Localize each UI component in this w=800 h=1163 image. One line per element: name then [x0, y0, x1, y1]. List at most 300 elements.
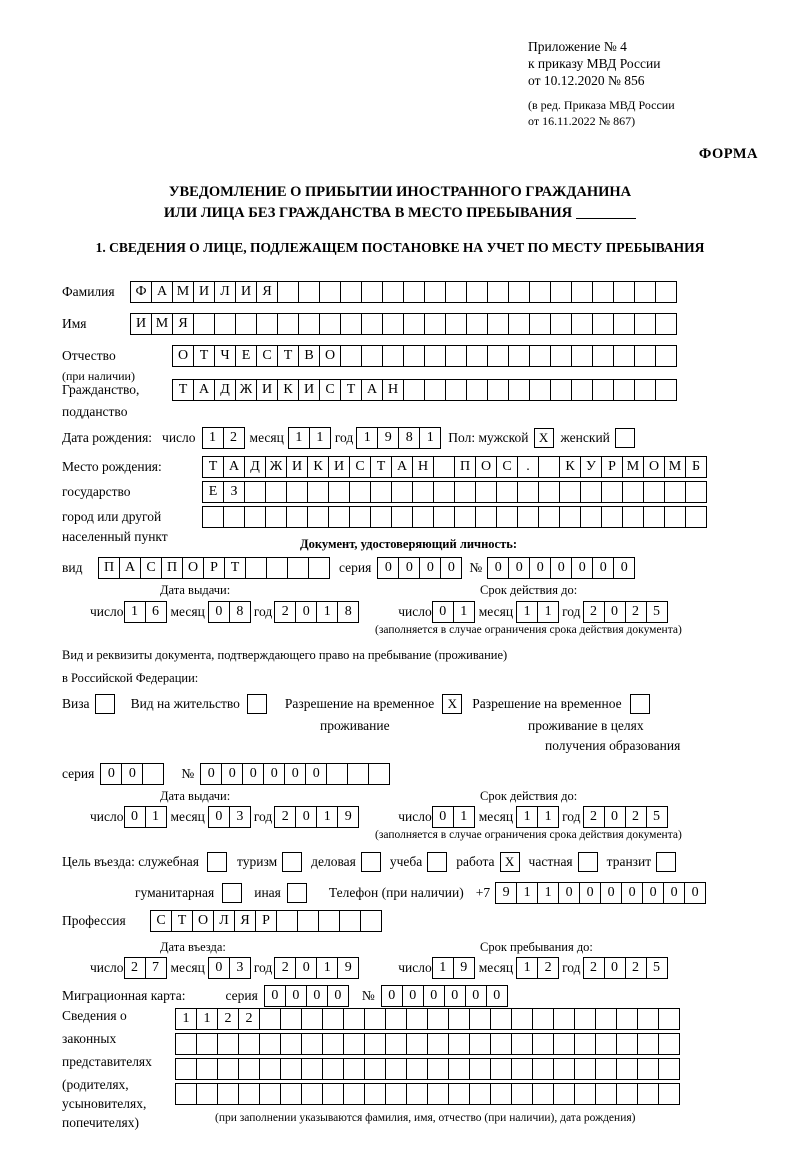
form-cell[interactable]: 1: [196, 1008, 218, 1030]
form-cell[interactable]: [487, 345, 509, 367]
form-cell[interactable]: 5: [646, 806, 668, 828]
form-cell[interactable]: Е: [202, 481, 224, 503]
form-cell[interactable]: С: [349, 456, 371, 478]
form-cell[interactable]: [664, 481, 686, 503]
form-cell[interactable]: 0: [432, 601, 454, 623]
form-cell[interactable]: [529, 281, 551, 303]
form-cell[interactable]: [301, 1008, 323, 1030]
form-cell[interactable]: М: [151, 313, 173, 335]
form-cell[interactable]: [529, 379, 551, 401]
form-cell[interactable]: [319, 313, 341, 335]
form-cell[interactable]: [622, 481, 644, 503]
form-cell[interactable]: 9: [453, 957, 475, 979]
form-cell[interactable]: Т: [172, 379, 194, 401]
form-cell[interactable]: 1: [432, 957, 454, 979]
doc-valid-day-cells[interactable]: [432, 601, 474, 623]
citizenship-cells[interactable]: [172, 379, 676, 401]
form-cell[interactable]: [238, 1083, 260, 1105]
form-cell[interactable]: 0: [508, 557, 530, 579]
form-cell[interactable]: [529, 345, 551, 367]
form-cell[interactable]: [322, 1083, 344, 1105]
form-cell[interactable]: Ж: [265, 456, 287, 478]
form-cell[interactable]: [196, 1083, 218, 1105]
form-cell[interactable]: 0: [423, 985, 445, 1007]
form-cell[interactable]: [448, 1033, 470, 1055]
form-cell[interactable]: [245, 557, 267, 579]
form-cell[interactable]: [339, 910, 361, 932]
form-cell[interactable]: 0: [295, 957, 317, 979]
form-cell[interactable]: З: [223, 481, 245, 503]
form-cell[interactable]: О: [319, 345, 341, 367]
form-cell[interactable]: Т: [202, 456, 224, 478]
form-cell[interactable]: 3: [229, 806, 251, 828]
form-cell[interactable]: [244, 506, 266, 528]
form-cell[interactable]: [340, 313, 362, 335]
form-cell[interactable]: Т: [171, 910, 193, 932]
form-cell[interactable]: 1: [124, 601, 146, 623]
form-cell[interactable]: [538, 506, 560, 528]
form-cell[interactable]: [445, 281, 467, 303]
form-cell[interactable]: 0: [121, 763, 143, 785]
form-cell[interactable]: П: [454, 456, 476, 478]
form-cell[interactable]: [427, 1058, 449, 1080]
form-cell[interactable]: И: [193, 281, 215, 303]
legal-row-4-cells[interactable]: [175, 1083, 679, 1105]
form-cell[interactable]: 0: [571, 557, 593, 579]
form-cell[interactable]: О: [192, 910, 214, 932]
form-cell[interactable]: [343, 1058, 365, 1080]
form-cell[interactable]: [658, 1008, 680, 1030]
form-cell[interactable]: [364, 1033, 386, 1055]
form-cell[interactable]: 1: [453, 806, 475, 828]
permit-valid-year-cells[interactable]: [583, 806, 667, 828]
form-cell[interactable]: [297, 910, 319, 932]
stay-day-cells[interactable]: [432, 957, 474, 979]
form-cell[interactable]: 2: [217, 1008, 239, 1030]
doc-valid-month-cells[interactable]: [516, 601, 558, 623]
form-cell[interactable]: И: [328, 456, 350, 478]
form-cell[interactable]: 2: [625, 957, 647, 979]
form-cell[interactable]: [613, 379, 635, 401]
form-cell[interactable]: [643, 506, 665, 528]
form-cell[interactable]: Е: [235, 345, 257, 367]
form-cell[interactable]: [571, 345, 593, 367]
form-cell[interactable]: А: [119, 557, 141, 579]
form-cell[interactable]: 0: [621, 882, 643, 904]
form-cell[interactable]: [406, 1083, 428, 1105]
form-cell[interactable]: 2: [238, 1008, 260, 1030]
form-cell[interactable]: [385, 1033, 407, 1055]
form-cell[interactable]: [445, 313, 467, 335]
form-cell[interactable]: [571, 281, 593, 303]
form-cell[interactable]: Л: [214, 281, 236, 303]
form-cell[interactable]: 0: [285, 985, 307, 1007]
purpose-work-checkbox[interactable]: X: [500, 852, 520, 872]
form-cell[interactable]: [298, 313, 320, 335]
purpose-humanitarian-checkbox[interactable]: [222, 883, 242, 903]
form-cell[interactable]: [487, 379, 509, 401]
form-cell[interactable]: [571, 379, 593, 401]
patronymic-cells[interactable]: [172, 345, 676, 367]
form-cell[interactable]: [193, 313, 215, 335]
form-cell[interactable]: [454, 481, 476, 503]
form-cell[interactable]: [658, 1083, 680, 1105]
form-cell[interactable]: [343, 1008, 365, 1030]
form-cell[interactable]: [517, 481, 539, 503]
form-cell[interactable]: [364, 1008, 386, 1030]
form-cell[interactable]: [511, 1008, 533, 1030]
form-cell[interactable]: 0: [208, 601, 230, 623]
form-cell[interactable]: 0: [613, 557, 635, 579]
form-cell[interactable]: [658, 1058, 680, 1080]
edu-residence-checkbox[interactable]: [630, 694, 650, 714]
form-cell[interactable]: [326, 763, 348, 785]
form-cell[interactable]: [616, 1058, 638, 1080]
form-cell[interactable]: [175, 1083, 197, 1105]
form-cell[interactable]: Я: [256, 281, 278, 303]
form-cell[interactable]: [445, 345, 467, 367]
form-cell[interactable]: 0: [295, 601, 317, 623]
form-cell[interactable]: [347, 763, 369, 785]
form-cell[interactable]: [382, 313, 404, 335]
form-cell[interactable]: А: [223, 456, 245, 478]
form-cell[interactable]: 1: [145, 806, 167, 828]
form-cell[interactable]: П: [98, 557, 120, 579]
form-cell[interactable]: 0: [663, 882, 685, 904]
form-cell[interactable]: [592, 345, 614, 367]
form-cell[interactable]: [433, 456, 455, 478]
form-cell[interactable]: [580, 506, 602, 528]
form-cell[interactable]: 0: [305, 763, 327, 785]
form-cell[interactable]: П: [161, 557, 183, 579]
form-cell[interactable]: К: [307, 456, 329, 478]
entry-day-cells[interactable]: [124, 957, 166, 979]
form-cell[interactable]: [532, 1083, 554, 1105]
form-cell[interactable]: [487, 313, 509, 335]
form-cell[interactable]: 1: [316, 806, 338, 828]
form-cell[interactable]: Р: [255, 910, 277, 932]
form-cell[interactable]: [175, 1058, 197, 1080]
form-cell[interactable]: [469, 1058, 491, 1080]
phone-cells[interactable]: [495, 882, 705, 904]
stay-year-cells[interactable]: [583, 957, 667, 979]
form-cell[interactable]: [592, 379, 614, 401]
form-cell[interactable]: Я: [234, 910, 256, 932]
form-cell[interactable]: [613, 345, 635, 367]
form-cell[interactable]: 0: [444, 985, 466, 1007]
form-cell[interactable]: [508, 313, 530, 335]
form-cell[interactable]: [412, 481, 434, 503]
form-cell[interactable]: 1: [309, 427, 331, 449]
form-cell[interactable]: [217, 1083, 239, 1105]
form-cell[interactable]: [445, 379, 467, 401]
form-cell[interactable]: [360, 910, 382, 932]
form-cell[interactable]: [448, 1058, 470, 1080]
form-cell[interactable]: [391, 481, 413, 503]
form-cell[interactable]: [595, 1058, 617, 1080]
form-cell[interactable]: [448, 1083, 470, 1105]
form-cell[interactable]: [550, 313, 572, 335]
form-cell[interactable]: Р: [601, 456, 623, 478]
purpose-other-checkbox[interactable]: [287, 883, 307, 903]
form-cell[interactable]: [322, 1008, 344, 1030]
doc-series-cells[interactable]: [377, 557, 461, 579]
form-cell[interactable]: 2: [625, 601, 647, 623]
form-cell[interactable]: [259, 1033, 281, 1055]
form-cell[interactable]: [433, 481, 455, 503]
form-cell[interactable]: 1: [288, 427, 310, 449]
doc-number-cells[interactable]: [487, 557, 634, 579]
form-cell[interactable]: Л: [213, 910, 235, 932]
form-cell[interactable]: [406, 1033, 428, 1055]
form-cell[interactable]: 1: [356, 427, 378, 449]
form-cell[interactable]: [550, 281, 572, 303]
form-cell[interactable]: [259, 1058, 281, 1080]
form-cell[interactable]: [406, 1008, 428, 1030]
form-cell[interactable]: 6: [145, 601, 167, 623]
form-cell[interactable]: К: [277, 379, 299, 401]
form-cell[interactable]: 5: [646, 601, 668, 623]
form-cell[interactable]: 5: [646, 957, 668, 979]
form-cell[interactable]: [553, 1008, 575, 1030]
form-cell[interactable]: [391, 506, 413, 528]
form-cell[interactable]: 8: [398, 427, 420, 449]
form-cell[interactable]: [466, 313, 488, 335]
form-cell[interactable]: [637, 1033, 659, 1055]
form-cell[interactable]: Р: [203, 557, 225, 579]
form-cell[interactable]: [265, 506, 287, 528]
form-cell[interactable]: [259, 1083, 281, 1105]
form-cell[interactable]: [511, 1033, 533, 1055]
form-cell[interactable]: [601, 481, 623, 503]
form-cell[interactable]: [592, 313, 614, 335]
form-cell[interactable]: 2: [625, 806, 647, 828]
form-cell[interactable]: [550, 345, 572, 367]
form-cell[interactable]: 9: [337, 957, 359, 979]
form-cell[interactable]: [634, 313, 656, 335]
form-cell[interactable]: 0: [242, 763, 264, 785]
form-cell[interactable]: О: [475, 456, 497, 478]
form-cell[interactable]: [643, 481, 665, 503]
form-cell[interactable]: [217, 1058, 239, 1080]
form-cell[interactable]: [427, 1033, 449, 1055]
form-cell[interactable]: [427, 1008, 449, 1030]
form-cell[interactable]: [538, 481, 560, 503]
form-cell[interactable]: [361, 313, 383, 335]
form-cell[interactable]: [466, 379, 488, 401]
form-cell[interactable]: 1: [316, 601, 338, 623]
form-cell[interactable]: 2: [124, 957, 146, 979]
form-cell[interactable]: [634, 345, 656, 367]
form-cell[interactable]: [490, 1083, 512, 1105]
form-cell[interactable]: 1: [175, 1008, 197, 1030]
form-cell[interactable]: В: [298, 345, 320, 367]
form-cell[interactable]: С: [150, 910, 172, 932]
form-cell[interactable]: [328, 506, 350, 528]
legal-row-1-cells[interactable]: [175, 1008, 679, 1030]
form-cell[interactable]: С: [319, 379, 341, 401]
form-cell[interactable]: 0: [432, 806, 454, 828]
form-cell[interactable]: [601, 506, 623, 528]
form-cell[interactable]: [637, 1083, 659, 1105]
form-cell[interactable]: 0: [221, 763, 243, 785]
form-cell[interactable]: [142, 763, 164, 785]
form-cell[interactable]: [217, 1033, 239, 1055]
form-cell[interactable]: [361, 345, 383, 367]
form-cell[interactable]: [433, 506, 455, 528]
form-cell[interactable]: [340, 281, 362, 303]
form-cell[interactable]: 0: [398, 557, 420, 579]
form-cell[interactable]: 0: [684, 882, 706, 904]
form-cell[interactable]: [448, 1008, 470, 1030]
form-cell[interactable]: Ф: [130, 281, 152, 303]
form-cell[interactable]: [613, 313, 635, 335]
form-cell[interactable]: [658, 1033, 680, 1055]
form-cell[interactable]: [214, 313, 236, 335]
form-cell[interactable]: [280, 1033, 302, 1055]
form-cell[interactable]: Б: [685, 456, 707, 478]
form-cell[interactable]: [559, 481, 581, 503]
form-cell[interactable]: [655, 281, 677, 303]
permit-issue-year-cells[interactable]: [274, 806, 358, 828]
form-cell[interactable]: [595, 1033, 617, 1055]
form-cell[interactable]: [655, 379, 677, 401]
form-cell[interactable]: 0: [550, 557, 572, 579]
form-cell[interactable]: 1: [202, 427, 224, 449]
form-cell[interactable]: 3: [229, 957, 251, 979]
form-cell[interactable]: [368, 763, 390, 785]
form-cell[interactable]: 0: [419, 557, 441, 579]
form-cell[interactable]: 0: [558, 882, 580, 904]
permit-valid-day-cells[interactable]: [432, 806, 474, 828]
form-cell[interactable]: Н: [382, 379, 404, 401]
form-cell[interactable]: С: [256, 345, 278, 367]
form-cell[interactable]: 1: [453, 601, 475, 623]
form-cell[interactable]: И: [130, 313, 152, 335]
form-cell[interactable]: 1: [516, 601, 538, 623]
form-cell[interactable]: 0: [306, 985, 328, 1007]
form-cell[interactable]: [454, 506, 476, 528]
form-cell[interactable]: 7: [145, 957, 167, 979]
form-cell[interactable]: [685, 506, 707, 528]
form-cell[interactable]: К: [559, 456, 581, 478]
birth-year-cells[interactable]: [356, 427, 440, 449]
form-cell[interactable]: 2: [223, 427, 245, 449]
purpose-business-checkbox[interactable]: [361, 852, 381, 872]
form-cell[interactable]: [508, 281, 530, 303]
permit-issue-month-cells[interactable]: [208, 806, 250, 828]
visa-checkbox[interactable]: [95, 694, 115, 714]
form-cell[interactable]: [298, 281, 320, 303]
migration-number-cells[interactable]: [381, 985, 507, 1007]
form-cell[interactable]: [616, 1008, 638, 1030]
form-cell[interactable]: [238, 1033, 260, 1055]
form-cell[interactable]: 0: [600, 882, 622, 904]
legal-row-3-cells[interactable]: [175, 1058, 679, 1080]
form-cell[interactable]: [574, 1083, 596, 1105]
form-cell[interactable]: Д: [244, 456, 266, 478]
permit-series-cells[interactable]: [100, 763, 163, 785]
form-cell[interactable]: [685, 481, 707, 503]
form-cell[interactable]: [424, 379, 446, 401]
form-cell[interactable]: [256, 313, 278, 335]
form-cell[interactable]: 1: [537, 882, 559, 904]
migration-series-cells[interactable]: [264, 985, 348, 1007]
form-cell[interactable]: [529, 313, 551, 335]
form-cell[interactable]: 0: [529, 557, 551, 579]
form-cell[interactable]: [343, 1083, 365, 1105]
form-cell[interactable]: 2: [583, 601, 605, 623]
form-cell[interactable]: [469, 1033, 491, 1055]
form-cell[interactable]: 0: [579, 882, 601, 904]
form-cell[interactable]: 0: [487, 557, 509, 579]
form-cell[interactable]: [571, 313, 593, 335]
form-cell[interactable]: [280, 1083, 302, 1105]
form-cell[interactable]: [349, 506, 371, 528]
form-cell[interactable]: А: [391, 456, 413, 478]
form-cell[interactable]: 0: [642, 882, 664, 904]
form-cell[interactable]: 1: [516, 957, 538, 979]
surname-cells[interactable]: [130, 281, 676, 303]
form-cell[interactable]: [406, 1058, 428, 1080]
purpose-official-checkbox[interactable]: [207, 852, 227, 872]
form-cell[interactable]: [361, 281, 383, 303]
form-cell[interactable]: [496, 481, 518, 503]
form-cell[interactable]: [235, 313, 257, 335]
form-cell[interactable]: [370, 481, 392, 503]
form-cell[interactable]: 0: [604, 601, 626, 623]
form-cell[interactable]: [655, 345, 677, 367]
form-cell[interactable]: [403, 345, 425, 367]
entry-month-cells[interactable]: [208, 957, 250, 979]
form-cell[interactable]: М: [622, 456, 644, 478]
form-cell[interactable]: [301, 1083, 323, 1105]
form-cell[interactable]: [466, 281, 488, 303]
purpose-tourism-checkbox[interactable]: [282, 852, 302, 872]
form-cell[interactable]: 1: [516, 882, 538, 904]
birth-place-row-2-cells[interactable]: [202, 481, 706, 503]
form-cell[interactable]: Т: [224, 557, 246, 579]
form-cell[interactable]: 8: [337, 601, 359, 623]
form-cell[interactable]: 9: [495, 882, 517, 904]
form-cell[interactable]: [424, 313, 446, 335]
form-cell[interactable]: [427, 1083, 449, 1105]
form-cell[interactable]: И: [286, 456, 308, 478]
form-cell[interactable]: [277, 281, 299, 303]
form-cell[interactable]: С: [140, 557, 162, 579]
form-cell[interactable]: [307, 506, 329, 528]
form-cell[interactable]: [490, 1008, 512, 1030]
form-cell[interactable]: [574, 1008, 596, 1030]
form-cell[interactable]: [622, 506, 644, 528]
stay-month-cells[interactable]: [516, 957, 558, 979]
form-cell[interactable]: [559, 506, 581, 528]
form-cell[interactable]: И: [298, 379, 320, 401]
form-cell[interactable]: [238, 1058, 260, 1080]
form-cell[interactable]: [385, 1058, 407, 1080]
name-cells[interactable]: [130, 313, 676, 335]
form-cell[interactable]: [574, 1033, 596, 1055]
form-cell[interactable]: [385, 1008, 407, 1030]
form-cell[interactable]: 0: [465, 985, 487, 1007]
residence-permit-checkbox[interactable]: [247, 694, 267, 714]
form-cell[interactable]: М: [664, 456, 686, 478]
form-cell[interactable]: 0: [100, 763, 122, 785]
doc-kind-cells[interactable]: [98, 557, 329, 579]
form-cell[interactable]: 0: [604, 806, 626, 828]
form-cell[interactable]: [385, 1083, 407, 1105]
form-cell[interactable]: [517, 506, 539, 528]
